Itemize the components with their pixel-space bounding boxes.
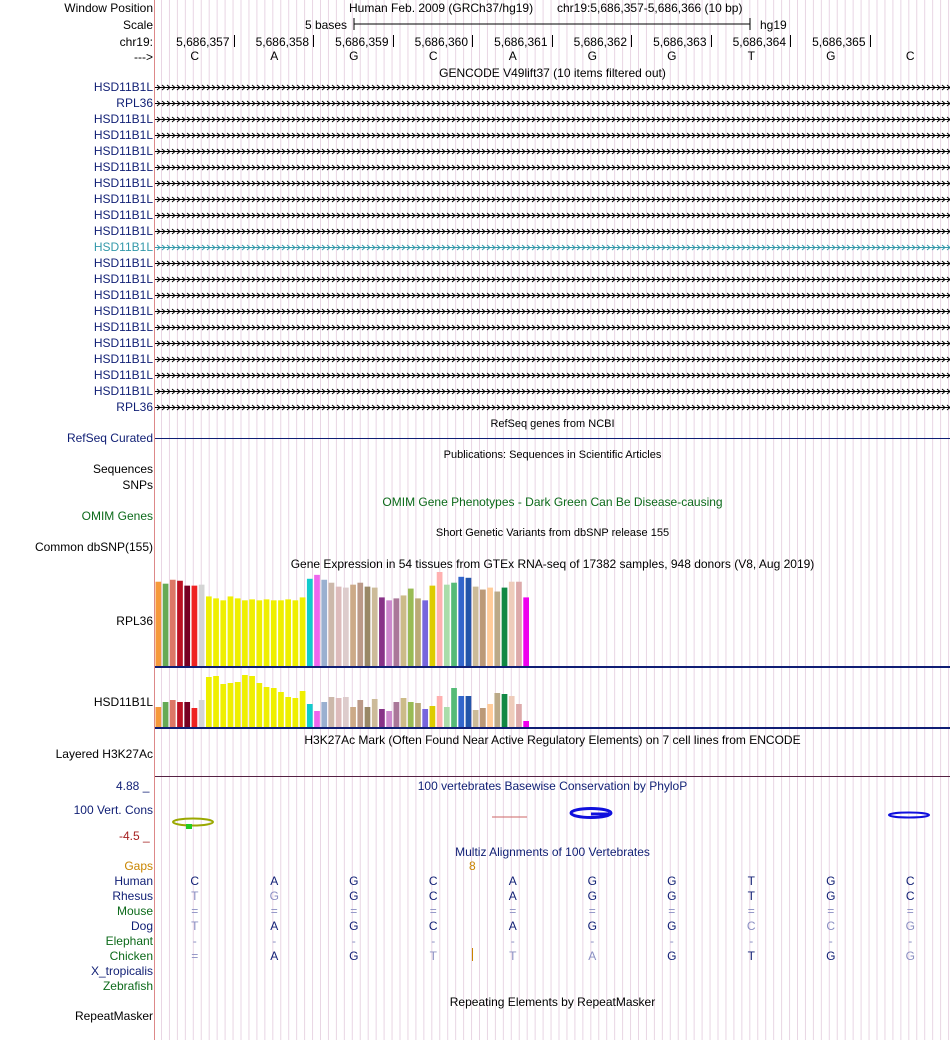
assembly-text: Human Feb. 2009 (GRCh37/hg19) bbox=[349, 1, 534, 15]
gtex-tissue-bar bbox=[170, 580, 176, 666]
gtex-tissue-bar bbox=[386, 600, 392, 666]
h3k27ac-baseline bbox=[155, 776, 950, 777]
alignment-base: C bbox=[428, 889, 438, 903]
chrom-label: chr19: bbox=[119, 35, 153, 49]
gtex-tissue-bar bbox=[242, 600, 248, 666]
species-label[interactable]: X_tropicalis bbox=[90, 964, 153, 978]
gtex-tissue-bar bbox=[293, 600, 299, 666]
gtex-tissue-bar bbox=[386, 711, 392, 727]
alignment-base: A bbox=[270, 919, 279, 933]
gtex-tissue-bar bbox=[502, 588, 508, 666]
gtex-tissue-bar bbox=[487, 588, 493, 666]
gtex-tissue-bar bbox=[350, 585, 356, 666]
species-label[interactable]: Rhesus bbox=[112, 889, 153, 903]
gtex-track-title: Gene Expression in 54 tissues from GTEx RNA-seq of 17382 samples, 948 donors (V8, Aug 2019) bbox=[290, 557, 815, 571]
scale-bar-text: 5 bases bbox=[305, 18, 348, 32]
dna-base[interactable]: C bbox=[905, 49, 915, 63]
alignment-base: - bbox=[669, 934, 674, 948]
gtex-tissue-bar bbox=[307, 704, 313, 727]
alignment-base: = bbox=[509, 904, 517, 918]
gtex-tissue-bar bbox=[156, 582, 162, 666]
gtex-tissue-bar bbox=[451, 688, 457, 727]
gtex-tissue-bar bbox=[393, 702, 399, 727]
phylop-min-label: -4.5 _ bbox=[119, 829, 150, 843]
gene-label[interactable]: RPL36 bbox=[116, 400, 153, 414]
coordinate-label: 5,686,362 bbox=[573, 35, 627, 49]
gtex-tissue-bar bbox=[228, 683, 234, 727]
gtex-tissue-bar bbox=[264, 687, 270, 727]
gtex-tissue-bar bbox=[206, 677, 212, 727]
gtex-tissue-bar bbox=[278, 692, 284, 727]
alignment-base: = bbox=[191, 904, 199, 918]
gtex-tissue-bar bbox=[401, 595, 407, 666]
alignment-base: = bbox=[588, 904, 596, 918]
gencode-track-title: GENCODE V49lift37 (10 items filtered out) bbox=[439, 66, 666, 80]
gene-label[interactable]: HSD11B1L bbox=[93, 80, 153, 94]
species-label[interactable]: Mouse bbox=[116, 904, 153, 918]
coordinate-tick bbox=[313, 35, 314, 47]
gtex-tissue-bar bbox=[437, 572, 443, 666]
gtex-tissue-bar bbox=[509, 696, 515, 727]
h3k27ac-track-title: H3K27Ac Mark (Often Found Near Active Regulatory Elements) on 7 cell lines from ENCODE bbox=[304, 733, 801, 747]
gtex-tissue-bar bbox=[473, 710, 479, 727]
gtex-tissue-bar bbox=[278, 600, 284, 666]
publications-label[interactable]: Sequences bbox=[92, 462, 153, 476]
gtex-tissue-bar bbox=[372, 699, 378, 727]
gtex-tissue-bar bbox=[256, 683, 262, 727]
gene-label[interactable]: RPL36 bbox=[116, 96, 153, 110]
gtex-tissue-bar bbox=[336, 587, 342, 666]
gtex-tissue-bar bbox=[199, 700, 205, 727]
gtex-tissue-bar bbox=[177, 702, 183, 727]
gtex-tissue-bar bbox=[177, 581, 183, 666]
refseq-track-title: RefSeq genes from NCBI bbox=[490, 418, 615, 430]
gtex-tissue-bar bbox=[213, 676, 219, 727]
alignment-base: - bbox=[351, 934, 356, 948]
gtex-tissue-bar bbox=[430, 586, 436, 666]
gtex-tissue-bar bbox=[487, 704, 493, 727]
coordinate-tick bbox=[234, 35, 235, 47]
coordinate-tick bbox=[631, 35, 632, 47]
phylop-track-title: 100 vertebrates Basewise Conservation by PhyloP bbox=[417, 779, 688, 793]
gtex-tissue-bar bbox=[516, 704, 522, 727]
gtex-tissue-bar bbox=[372, 588, 378, 666]
coordinate-label: 5,686,360 bbox=[414, 35, 468, 49]
dna-base[interactable]: G bbox=[587, 49, 597, 63]
h3k27ac-label[interactable]: Layered H3K27Ac bbox=[55, 747, 153, 761]
alignment-base: = bbox=[668, 904, 676, 918]
gtex-tissue-bar bbox=[300, 597, 306, 666]
gene-label[interactable]: HSD11B1L bbox=[93, 144, 153, 158]
species-label[interactable]: Dog bbox=[130, 919, 153, 933]
gtex-tissue-bar bbox=[242, 675, 248, 727]
dna-base[interactable]: C bbox=[428, 49, 438, 63]
alignment-base: C bbox=[905, 889, 915, 903]
coordinate-label: 5,686,363 bbox=[653, 35, 707, 49]
repeatmasker-track-title: Repeating Elements by RepeatMasker bbox=[449, 995, 656, 1009]
gtex-tissue-bar bbox=[357, 583, 363, 666]
coordinate-tick bbox=[711, 35, 712, 47]
alignment-base: G bbox=[667, 874, 677, 888]
coordinate-tick bbox=[790, 35, 791, 47]
gtex-tissue-bar bbox=[502, 694, 508, 727]
dbsnp-track-title: Short Genetic Variants from dbSNP release 155 bbox=[435, 527, 670, 539]
gtex-tissue-bar bbox=[480, 590, 486, 666]
coordinate-label: 5,686,357 bbox=[176, 35, 230, 49]
alignment-base: - bbox=[908, 934, 913, 948]
coordinate-tick bbox=[552, 35, 553, 47]
phylop-label[interactable]: 100 Vert. Cons bbox=[73, 803, 153, 817]
alignment-base: A bbox=[508, 874, 517, 888]
gtex-tissue-bar bbox=[350, 707, 356, 727]
gtex-tissue-bar bbox=[422, 600, 428, 666]
coordinate-tick bbox=[472, 35, 473, 47]
alignment-base: - bbox=[749, 934, 754, 948]
coordinate-label: 5,686,359 bbox=[335, 35, 389, 49]
dna-base[interactable]: G bbox=[349, 49, 359, 63]
coordinate-label: 5,686,361 bbox=[494, 35, 548, 49]
gtex-tissue-bar bbox=[192, 708, 198, 727]
gap-marker bbox=[472, 948, 473, 961]
alignment-base: G bbox=[667, 919, 677, 933]
gtex-tissue-bar bbox=[314, 575, 320, 666]
species-label[interactable]: Human bbox=[114, 874, 153, 888]
gap-count: 8 bbox=[469, 859, 476, 873]
dna-base[interactable]: T bbox=[747, 49, 755, 63]
gtex-label-hsd11b1l[interactable]: HSD11B1L bbox=[93, 695, 153, 709]
gtex-tissue-bar bbox=[379, 709, 385, 727]
gtex-tissue-bar bbox=[184, 586, 190, 666]
alignment-base: - bbox=[510, 934, 515, 948]
gtex-tissue-bar bbox=[271, 600, 277, 666]
gtex-tissue-bar bbox=[314, 711, 320, 727]
dna-base[interactable]: C bbox=[190, 49, 200, 63]
gtex-tissue-bar bbox=[466, 696, 472, 727]
gtex-tissue-bar bbox=[163, 584, 169, 666]
gtex-tissue-bar bbox=[300, 691, 306, 727]
species-label[interactable]: Zebrafish bbox=[102, 979, 153, 993]
phylop-max-label: 4.88 _ bbox=[116, 779, 150, 793]
gtex-tissue-bar bbox=[408, 702, 414, 727]
alignment-base: G bbox=[667, 949, 677, 963]
gtex-tissue-bar bbox=[444, 707, 450, 727]
gtex-tissue-bar bbox=[473, 587, 479, 666]
alignment-base: - bbox=[431, 934, 436, 948]
alignment-base: T bbox=[747, 949, 755, 963]
gtex-tissue-bar bbox=[163, 702, 169, 727]
gtex-tissue-bar bbox=[329, 697, 335, 727]
scale-bar bbox=[352, 17, 752, 31]
gtex-tissue-bar bbox=[466, 578, 472, 666]
gene-label[interactable]: HSD11B1L bbox=[93, 208, 153, 222]
gtex-tissue-bar bbox=[321, 580, 327, 666]
alignment-base: G bbox=[587, 874, 597, 888]
gene-label[interactable]: HSD11B1L bbox=[93, 112, 153, 126]
gtex-label-rpl36[interactable]: RPL36 bbox=[116, 614, 153, 628]
gtex-tissue-bar bbox=[415, 703, 421, 727]
refseq-gene-line[interactable] bbox=[155, 438, 950, 439]
gtex-tissue-bar bbox=[271, 688, 277, 727]
gtex-tissue-bar bbox=[357, 700, 363, 727]
alignment-base: A bbox=[270, 949, 279, 963]
gtex-tissue-bar bbox=[192, 586, 198, 666]
alignment-base: G bbox=[826, 874, 836, 888]
alignment-base: G bbox=[905, 949, 915, 963]
alignment-base: = bbox=[906, 904, 914, 918]
gtex-tissue-bar bbox=[480, 708, 486, 727]
alignment-base: G bbox=[349, 874, 359, 888]
alignment-base: T bbox=[429, 949, 437, 963]
coordinate-tick bbox=[393, 35, 394, 47]
coordinate-tick bbox=[870, 35, 871, 47]
gene-label[interactable]: HSD11B1L bbox=[93, 176, 153, 190]
coordinate-label: 5,686,358 bbox=[255, 35, 309, 49]
gtex-tissue-bar bbox=[285, 599, 291, 666]
alignment-base: G bbox=[349, 889, 359, 903]
alignment-base: = bbox=[270, 904, 278, 918]
alignment-base: T bbox=[747, 889, 755, 903]
alignment-base: C bbox=[190, 874, 200, 888]
gtex-tissue-bar bbox=[336, 698, 342, 727]
gtex-tissue-bar bbox=[379, 597, 385, 666]
alignment-base: A bbox=[508, 919, 517, 933]
gtex-tissue-bar bbox=[220, 684, 226, 727]
alignment-base: = bbox=[429, 904, 437, 918]
alignment-base: C bbox=[428, 874, 438, 888]
gtex-tissue-bar bbox=[228, 596, 234, 666]
gtex-tissue-bar bbox=[494, 693, 500, 727]
gtex-tissue-bar bbox=[156, 707, 162, 727]
alignment-base: G bbox=[905, 919, 915, 933]
alignment-base: C bbox=[746, 919, 756, 933]
gtex-tissue-bar bbox=[523, 721, 529, 727]
gene-label[interactable]: HSD11B1L bbox=[93, 192, 153, 206]
alignment-base: G bbox=[587, 919, 597, 933]
alignment-base: T bbox=[191, 919, 199, 933]
gtex-tissue-bar bbox=[458, 696, 464, 727]
alignment-base: A bbox=[588, 949, 597, 963]
gtex-tissue-bar bbox=[415, 598, 421, 666]
window-position-label: Window Position bbox=[64, 1, 153, 15]
refseq-label[interactable]: RefSeq Curated bbox=[66, 431, 153, 445]
gene-label[interactable]: HSD11B1L bbox=[93, 336, 153, 350]
alignment-base: = bbox=[191, 949, 199, 963]
gtex-tissue-bar bbox=[401, 698, 407, 727]
dbsnp-label[interactable]: Common dbSNP(155) bbox=[34, 540, 153, 554]
alignment-base: G bbox=[349, 919, 359, 933]
gtex-tissue-bar bbox=[393, 598, 399, 666]
gene-label[interactable]: HSD11B1L bbox=[93, 272, 153, 286]
alignment-base: A bbox=[508, 889, 517, 903]
gtex-tissue-bar bbox=[365, 587, 371, 666]
gtex-tissue-bar bbox=[206, 596, 212, 666]
gtex-tissue-bar bbox=[458, 577, 464, 666]
gtex-tissue-bar bbox=[365, 707, 371, 727]
gene-label[interactable]: HSD11B1L bbox=[93, 128, 153, 142]
gene-label[interactable]: HSD11B1L bbox=[93, 160, 153, 174]
coordinate-label: 5,686,364 bbox=[732, 35, 786, 49]
multiz-track-title: Multiz Alignments of 100 Vertebrates bbox=[455, 845, 650, 859]
alignment-base: G bbox=[349, 949, 359, 963]
alignment-base: T bbox=[747, 874, 755, 888]
alignment-base: G bbox=[587, 889, 597, 903]
gene-label[interactable]: HSD11B1L bbox=[93, 240, 153, 254]
alignment-base: G bbox=[269, 889, 279, 903]
alignment-base: = bbox=[827, 904, 835, 918]
gtex-tissue-bar bbox=[494, 592, 500, 666]
alignment-base: - bbox=[272, 934, 277, 948]
gtex-tissue-bar bbox=[235, 598, 241, 666]
gtex-tissue-bar bbox=[430, 706, 436, 727]
gene-label[interactable]: HSD11B1L bbox=[93, 224, 153, 238]
gtex-tissue-bar bbox=[256, 600, 262, 666]
dna-base[interactable]: A bbox=[508, 49, 517, 63]
strand-label: ---> bbox=[134, 50, 153, 64]
alignment-base: G bbox=[826, 949, 836, 963]
species-label[interactable]: Chicken bbox=[109, 949, 153, 963]
alignment-base: T bbox=[191, 889, 199, 903]
alignment-base: - bbox=[590, 934, 595, 948]
alignment-base: - bbox=[192, 934, 197, 948]
gtex-tissue-bar bbox=[516, 582, 522, 666]
gtex-tissue-bar bbox=[321, 702, 327, 727]
gtex-expression-chart[interactable] bbox=[155, 572, 950, 732]
gtex-tissue-bar bbox=[220, 600, 226, 666]
gene-label[interactable]: HSD11B1L bbox=[93, 384, 153, 398]
alignment-base: C bbox=[905, 874, 915, 888]
gtex-tissue-bar bbox=[329, 583, 335, 666]
gtex-tissue-bar bbox=[264, 599, 270, 666]
gtex-tissue-bar bbox=[408, 589, 414, 666]
scale-db-text: hg19 bbox=[760, 18, 787, 32]
gtex-tissue-bar bbox=[199, 585, 205, 666]
gtex-tissue-bar bbox=[523, 597, 529, 666]
species-label[interactable]: Elephant bbox=[105, 934, 153, 948]
gaps-label[interactable]: Gaps bbox=[124, 859, 153, 873]
gtex-tissue-bar bbox=[451, 583, 457, 666]
snps-label[interactable]: SNPs bbox=[122, 478, 153, 492]
gene-label[interactable]: HSD11B1L bbox=[93, 256, 153, 270]
repeatmasker-label[interactable]: RepeatMasker bbox=[74, 1009, 153, 1023]
alignment-base: = bbox=[350, 904, 358, 918]
gencode-gene-models[interactable] bbox=[155, 80, 950, 416]
alignment-base: - bbox=[828, 934, 833, 948]
gtex-tissue-bar bbox=[249, 676, 255, 727]
gtex-tissue-bar bbox=[249, 599, 255, 666]
gtex-tissue-bar bbox=[213, 598, 219, 666]
alignment-base: C bbox=[826, 919, 836, 933]
gtex-tissue-bar bbox=[444, 585, 450, 666]
gtex-tissue-bar bbox=[235, 682, 241, 727]
alignment-base: G bbox=[667, 889, 677, 903]
gene-label[interactable]: HSD11B1L bbox=[93, 368, 153, 382]
gtex-tissue-bar bbox=[307, 579, 313, 666]
gtex-tissue-bar bbox=[285, 697, 291, 727]
gtex-tissue-bar bbox=[343, 697, 349, 727]
omim-track-title: OMIM Gene Phenotypes - Dark Green Can Be Disease-causing bbox=[382, 495, 723, 509]
alignment-base: A bbox=[270, 874, 279, 888]
dna-base[interactable]: A bbox=[270, 49, 279, 63]
alignment-base: G bbox=[826, 889, 836, 903]
gtex-tissue-bar bbox=[437, 696, 443, 727]
alignment-base: T bbox=[509, 949, 517, 963]
scale-label: Scale bbox=[122, 18, 153, 32]
alignment-base: C bbox=[428, 919, 438, 933]
publications-track-title: Publications: Sequences in Scientific Articles bbox=[443, 449, 662, 461]
dna-base[interactable]: G bbox=[826, 49, 836, 63]
gene-label[interactable]: HSD11B1L bbox=[93, 352, 153, 366]
omim-label[interactable]: OMIM Genes bbox=[81, 509, 153, 523]
position-text[interactable]: chr19:5,686,357-5,686,366 (10 bp) bbox=[557, 1, 743, 15]
gtex-tissue-bar bbox=[509, 582, 515, 666]
gtex-tissue-bar bbox=[343, 588, 349, 666]
gene-label[interactable]: HSD11B1L bbox=[93, 288, 153, 302]
gene-label[interactable]: HSD11B1L bbox=[93, 304, 153, 318]
gene-label[interactable]: HSD11B1L bbox=[93, 320, 153, 334]
gtex-tissue-bar bbox=[170, 700, 176, 727]
gtex-tissue-bar bbox=[422, 709, 428, 727]
dna-base[interactable]: G bbox=[667, 49, 677, 63]
coordinate-label: 5,686,365 bbox=[812, 35, 866, 49]
phylop-logo[interactable] bbox=[155, 795, 950, 840]
gtex-tissue-bar bbox=[293, 698, 299, 727]
alignment-base: = bbox=[747, 904, 755, 918]
gtex-tissue-bar bbox=[184, 702, 190, 727]
